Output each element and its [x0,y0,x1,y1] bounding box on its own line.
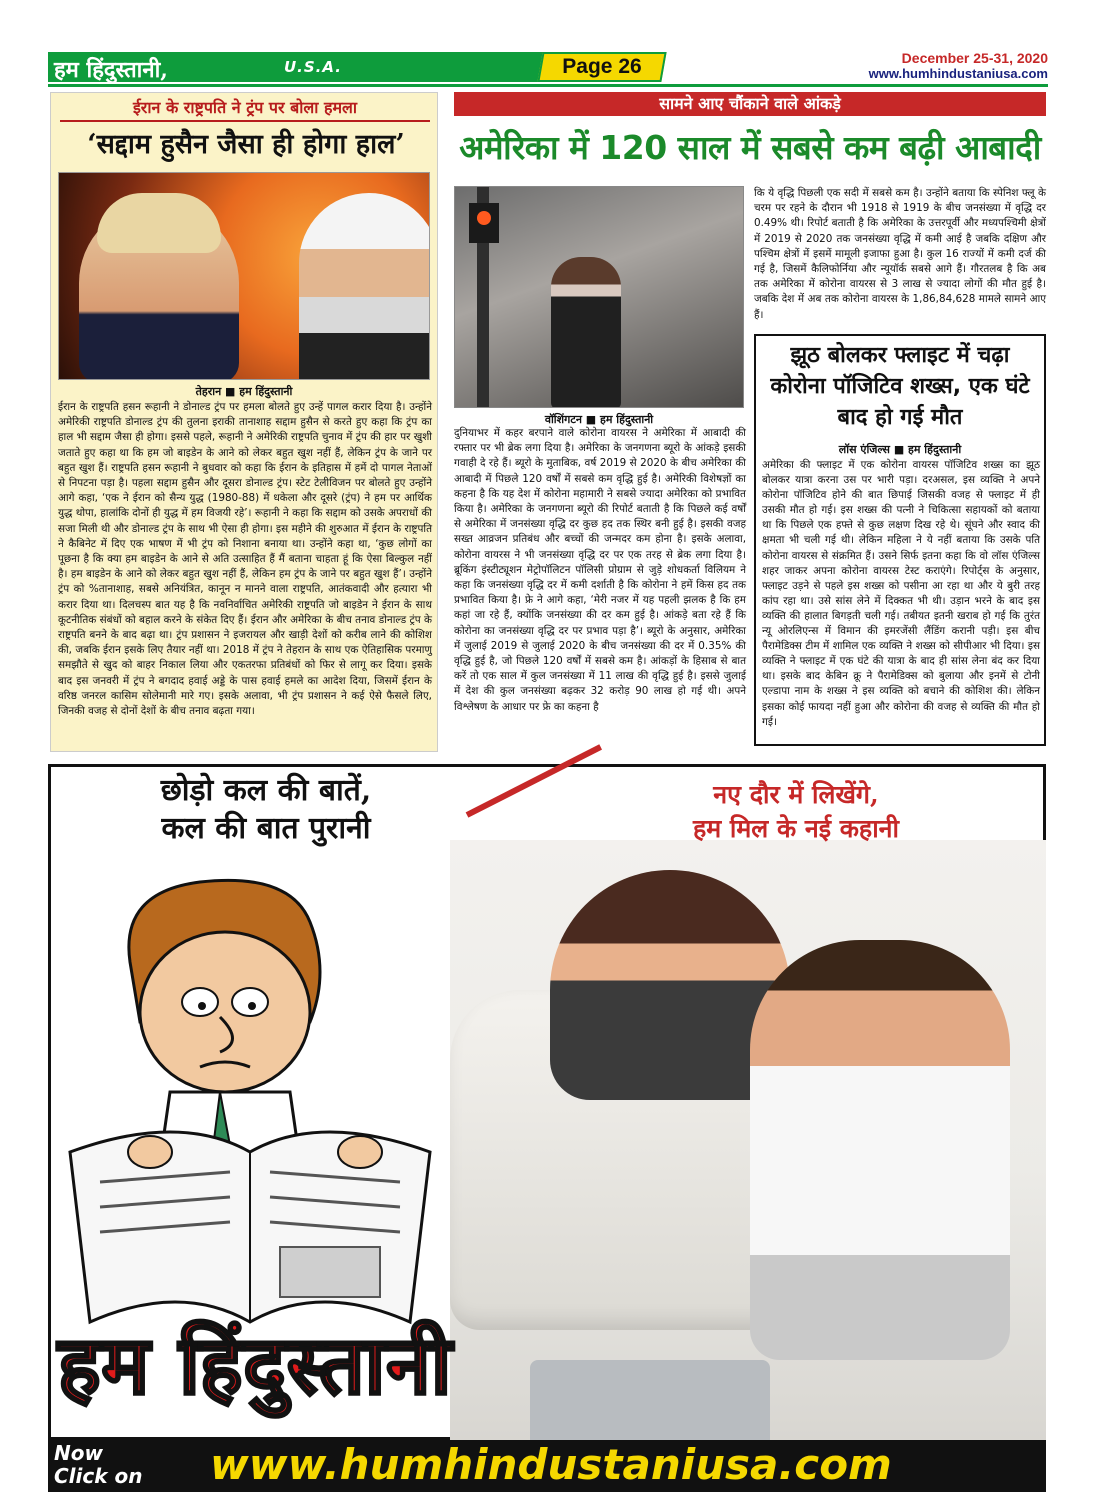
masthead-brand: हम हिंदुस्तानी, [54,57,168,83]
ad-right-line1: नए दौर में लिखेंगे, [713,780,879,809]
box-article-headline: झूठ बोलकर फ्लाइट में चढ़ा कोरोना पॉजिटिव शख्स, एक घंटे बाद हो गई मौत [770,343,1030,430]
page-number-box [537,52,666,82]
masked-pedestrian-figure [551,257,621,408]
website-link[interactable]: www.humhindustaniusa.com [868,66,1048,81]
page-number: Page 26 [562,55,642,78]
left-article-dateline: तेहरान ■ हम हिंदुस्तानी [195,385,293,398]
masthead-region: U.S.A. [284,58,342,76]
main-article-headline: अमेरिका में 120 साल में सबसे कम बढ़ी आबादी [459,128,1041,167]
ad-left-line2: कल की बात पुरानी [161,811,371,846]
click-on-text: Click on [54,1464,143,1488]
left-article-kicker: ईरान के राष्ट्रपति ने ट्रंप पर बोला हमला [60,96,430,122]
now-click-label [54,1442,204,1488]
ad-website-link[interactable]: www.humhindustaniusa.com [210,1440,892,1489]
man-figure [750,940,1010,1360]
box-article-body: अमेरिका की फ्लाइट में एक कोरोना वायरस पॉजिटिव शख्स का झूठ बोलकर यात्रा करना उस पर भारी पड़ा। दरअसल, इस व्यक्ति ने अपने कोरोना पॉजिटिव होने की बात छिपाई जिसकी वजह से फ्लाइट में ही उसकी मौत हो गई। इस शख्स की पत्नी ने चिकित्सा सहायकों को बताया था कि पिछले एक हफ्ते से कुछ लक्षण दिख रहे थे। सूंघने और स्वाद की क्षमता भी चली गई थी। लेकिन महिला ने ये नहीं बताया कि उसके पति कोरोना वायरस से संक्रमित हैं। उसने सिर्फ इतना कहा कि वो लॉस एंजिल्स शहर जाकर अपना कोरोना वायरस टेस्ट कराएंगे। रिपोर्ट्स के अनुसार, फ्लाइट उड़ने से पहले इस शख्स को पसीना आ रहा था और ये बुरी तरह कांप रहा था। उसे सांस लेने में दिक्कत भी थी। उड़ान भरने के बाद इस व्यक्ति की हालात बिगड़ती चली गई। तबीयत इतनी खराब हो गई कि तुरंत न्यू ओरलिएन्स में विमान की इमरजेंसी लैंडिंग करानी पड़ी। इस बीच पैरामेडिक्स टीम में शामिल एक व्यक्ति ने शख्स को सीपीआर भी दिया। इस व्यक्ति ने फ्लाइट में एक घंटे की यात्रा के बाद ही सांस लेना बंद कर दिया था। इसके बाद केबिन क्रू ने पैरामेडिक्स को बुलाया और इनमें से टोनी एल्डापा नाम के शख्स ने इस व्यक्ति को बचाने की कोशिश की। लेकिन इसका कोई फायदा नहीं हुआ और कोरोना की वजह से व्यक्ति की मौत हो गई। [762,459,1040,728]
leaders-photo [58,172,430,380]
ad-right-line2: हम मिल के नई कहानी [692,814,900,843]
ad-left-line1: छोड़ो कल की बातें, [160,773,372,808]
main-article-body-col1: दुनियाभर में कहर बरपाने वाले कोरोना वायरस ने अमेरिका में आबादी की रफ्तार पर भी ब्रेक लगा दिया है। अमेरिका के जनगणना ब्यूरो के आंकड़े इसकी गवाही दे रहे हैं। ब्यूरो के मुताबिक, वर्ष 2019 से 2020 के बीच अमेरिका की आबादी में पिछले 120 वर्षों में सबसे कम वृद्धि हुई है। अमेरिकी विशेषज्ञों का कहना है कि यह देश में कोरोना महामारी ने सबसे ज्यादा अमेरिका को प्रभावित किया है। अमेरिका के जनगणना ब्यूरो की रिपोर्ट बताती है कि पिछले कई वर्षों से अमेरिका में जनसंख्या वृद्धि दर कुछ हद तक स्थिर बनी हुई है। इसकी वजह सख्त आव्रजन प्रतिबंध और बच्चों की जन्मदर कम होना है। इसके अलावा, कोरोना वायरस ने भी जनसंख्या वृद्धि दर पर एक तरह से ब्रेक लगा दिया है। ब्रूकिंग इंस्टीट्यूशन मेट्रोपॉलिटन पॉलिसी प्रोग्राम से जुड़े शोधकर्ता विलियम ने कहा कि जनसंख्या वृद्धि दर में कमी दर्शाती है कि कोरोना ने हमें किस हद तक प्रभावित किया है। फ्रे ने आगे कहा, ‘मेरी नजर में यह पहली झलक है कि हम कहां जा रहे हैं, क्योंकि जनसंख्या की दर कम हुई है। आंकड़े बता रहे हैं कि कोरोना का जनसंख्या वृद्धि दर पर प्रभाव पड़ा है’। ब्यूरो के अनुसार, अमेरिका में जुलाई 2019 से जुलाई 2020 के बीच जनसंख्या की दर में 0.35% की वृद्धि हुई है, जो पिछले 120 वर्षों में सबसे कम है। आंकड़ों के हिसाब से बात करें तो एक साल में कुल जनसंख्या में 11 लाख की वृद्धि हुई है। इससे जुलाई में देश की कुल जनसंख्या बढ़कर 32 करोड़ 90 लाख हो गई थी। अपने विश्लेषण के आधार पर फ्रे का कहना है [454,427,746,713]
ad-left-slogan [86,772,446,848]
main-article-body-col2: कि ये वृद्धि पिछली एक सदी में सबसे कम है। उन्होंने बताया कि स्पेनिश फ्लू के चरम पर रहने के दौरान भी 1918 से 1919 के बीच जनसंख्या में वृद्धि दर 0.49% थी। रिपोर्ट बताती है कि अमेरिका के उत्तरपूर्वी और मध्यपश्चिमी क्षेत्रों में 2019 से 2020 तक जनसंख्या वृद्धि में कमी आई है जबकि दक्षिण और पश्चिम क्षेत्रों में इसमें मामूली इजाफा हुआ है। कुल 16 राज्यों में कमी दर्ज की गई है, जिसमें कैलिफोर्निया और न्यूयॉर्क सबसे आगे हैं। गौरतलब है कि अब तक अमेरिका में कोरोना वायरस से 3 लाख से ज्यादा लोगों की मौत हुई है। जबकि देश में अब तक कोरोना वायरस के 1,86,84,628 मामले सामने आए हैं। [754,187,1046,321]
street-photo [454,186,744,408]
left-article-body: ईरान के राष्ट्रपति हसन रूहानी ने डोनाल्ड ट्रंप पर हमला बोलते हुए उन्हें पागल करार दिया है। उन्होंने अमेरिकी राष्ट्रपति डोनाल्ड ट्रंप की तुलना इराकी तानाशाह सद्दाम हुसैन से करते हुए कहा कि ट्रंप का हाल भी सद्दाम जैसा ही होगा। इससे पहले, रूहानी ने अमेरिकी राष्ट्रपति चुनाव में ट्रंप की हार पर खुशी जताते हुए कहा था कि हम जो बाइडेन के आने को लेकर बहुत खुश नहीं हैं, लेकिन ट्रंप के जाने पर बहुत खुश हैं। राष्ट्रपति हसन रूहानी ने बुधवार को कहा कि ईरान के इतिहास में हमें दो पागल नेताओं से निपटना पड़ा है। पहला सद्दाम हुसैन और दूसरा डोनाल्ड ट्रंप। स्टेट टेलीविजन पर बोलते हुए उन्होंने आगे कहा, ‘एक ने ईरान को सैन्य युद्ध (1980-88) में धकेला और दूसरे (ट्रंप) ने हम पर आर्थिक युद्ध थोपा, हालांकि दोनों ही युद्ध में हम विजयी रहे’। रूहानी ने कहा कि सद्दाम को उसके अपराधों की सजा मिली थी और डोनाल्ड ट्रंप के साथ भी ऐसा ही होगा। इस महीने की शुरुआत में ईरान के राष्ट्रपति ने कैबिनेट में दिए एक भाषण में भी ट्रंप को निशाना बनाया था। उन्होंने कहा था, ‘कुछ लोगों का पूछना है कि क्या हम बाइडेन के आने से अति उत्साहित हैं मैं बताना चाहता हूं कि ऐसा बिल्कुल नहीं है। हम बाइडेन के आने को लेकर बहुत खुश नहीं हैं, लेकिन हम ट्रंप के जाने पर बहुत खुश हैं’। उन्होंने ट्रंप को %तानाशाह, सबसे अनियंत्रित, कानून न मानने वाला राष्ट्रपति, आतंकवादी और हत्यारा भी करार दिया था। दिलचस्प बात यह है कि नवनिर्वाचित अमेरिकी राष्ट्रपति जो बाइडेन ने ईरान के साथ कूटनीतिक संबंधों को बहाल करने के संकेत दिए हैं। ईरान और अमेरिका के बीच तनाव डोनाल्ड ट्रंप के राष्ट्रपति बनने के बाद बढ़ा था। ट्रंप प्रशासन ने इजरायल और खाड़ी देशों को करीब लाने की कोशिश की, जबकि ईरान इसके लिए तैयार नहीं था। 2018 में ट्रंप ने तेहरान के साथ एक ऐतिहासिक परमाणु समझौते से खुद को बाहर निकाल लिया और एकतरफा प्रतिबंधों को फिर से लागू कर दिया। इसके बाद इस जनवरी में ट्रंप ने बगदाद हवाई अड्डे के पास हवाई हमले का आदेश दिया, जिसमें ईरान के वरिष्ठ जनरल कासिम सोलेमानी मारे गए। इसके अलावा, भी ट्रंप प्रशासन ने कई ऐसे फैसले लिए, जिनकी वजह से दोनों देशों के बीच तनाव बढ़ता गया। [58,401,432,718]
left-article-headline: ‘सद्दाम हुसैन जैसा ही होगा हाल’ [87,129,405,160]
cartoon-face [140,932,310,1092]
issue-dateline [780,50,1048,81]
leader-right-figure [299,193,430,380]
box-article-dateline: लॉस एंजिल्स ■ हम हिंदुस्तानी [838,443,962,456]
masthead [48,52,558,82]
main-article-dateline: वॉशिंगटन ■ हम हिंदुस्तानी [544,413,654,426]
issue-date: December 25-31, 2020 [901,50,1048,66]
cartoon-reader-illustration [60,852,440,1332]
now-text: Now [54,1441,103,1465]
main-article-banner: सामने आए चौंकाने वाले आंकड़े [454,92,1046,116]
ad-right-slogan [576,778,1016,846]
traffic-signal-icon [469,203,499,243]
leader-left-figure [79,203,239,380]
ad-brand-logo: हम हिंदुस्तानी [58,1319,453,1412]
couple-photo [450,840,1046,1440]
header-rule [48,84,1048,87]
laptop-shape [530,1360,770,1440]
